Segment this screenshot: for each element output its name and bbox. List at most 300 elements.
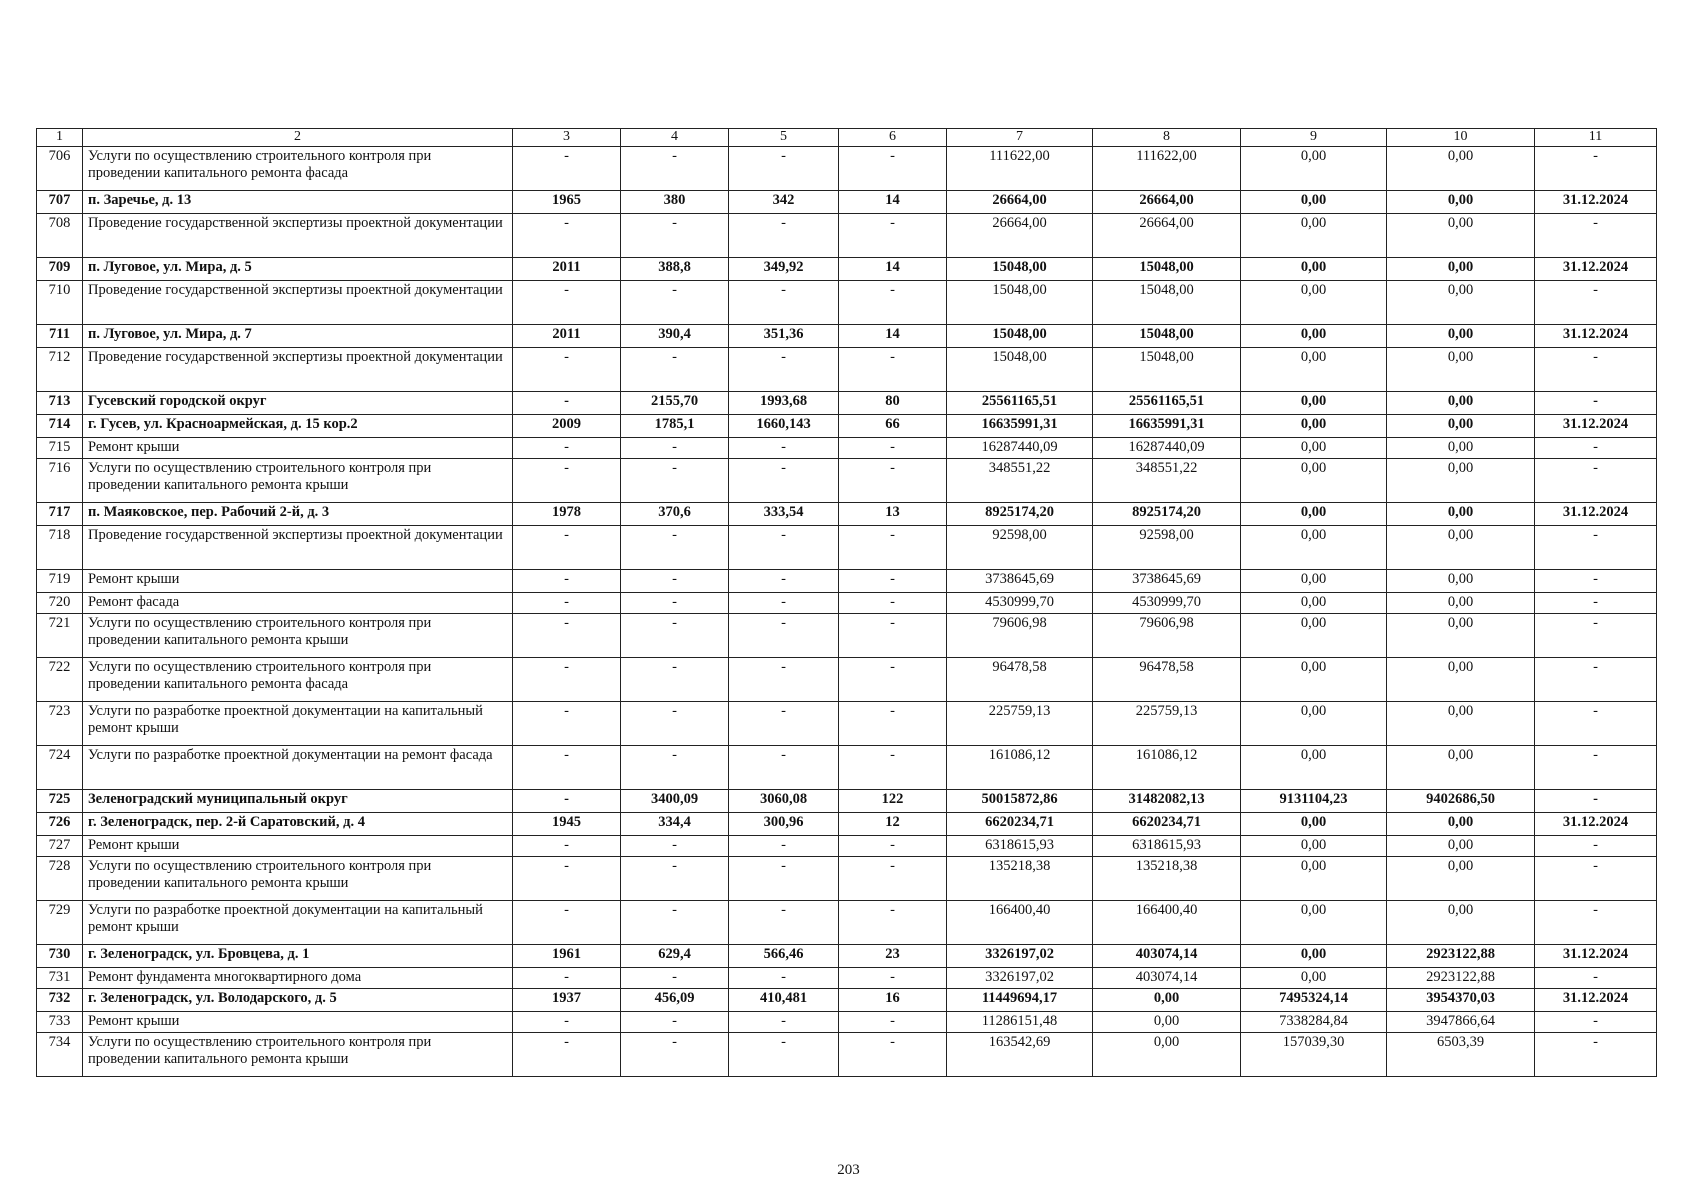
cost-fund-cell: 16287440,09 [1093,437,1241,458]
year-cell: 2011 [513,257,621,280]
cost-budget-cell: 7495324,14 [1241,988,1387,1011]
cost-owners-cell: 0,00 [1387,812,1535,835]
residents-cell: 66 [839,414,947,437]
table-row [37,657,1657,701]
column-header: 4 [621,129,729,147]
row-number: 720 [37,592,83,613]
deadline-cell: - [1535,146,1657,190]
residents-cell: - [839,613,947,657]
residents-cell: 80 [839,391,947,414]
deadline-cell: - [1535,569,1657,592]
area-living-cell: - [729,900,839,944]
cost-budget-cell: 0,00 [1241,146,1387,190]
table-row [37,812,1657,835]
cost-fund-cell: 0,00 [1093,1032,1241,1076]
area-total-cell: 390,4 [621,324,729,347]
area-total-cell: - [621,347,729,391]
cost-owners-cell: 2923122,88 [1387,944,1535,967]
deadline-cell: - [1535,458,1657,502]
page-number: 203 [837,1162,860,1178]
cost-budget-cell: 0,00 [1241,657,1387,701]
cost-fund-cell: 96478,58 [1093,657,1241,701]
deadline-cell: - [1535,745,1657,789]
deadline-cell: - [1535,900,1657,944]
cost-budget-cell: 0,00 [1241,437,1387,458]
row-description: п. Заречье, д. 13 [83,190,513,213]
deadline-cell: - [1535,967,1657,988]
deadline-cell: - [1535,347,1657,391]
residents-cell: - [839,458,947,502]
cost-fund-cell: 403074,14 [1093,967,1241,988]
area-total-cell: - [621,280,729,324]
residents-cell: - [839,213,947,257]
area-living-cell: - [729,347,839,391]
cost-owners-cell: 9402686,50 [1387,789,1535,812]
deadline-cell: - [1535,280,1657,324]
row-number: 723 [37,701,83,745]
deadline-cell: 31.12.2024 [1535,812,1657,835]
cost-fund-cell: 8925174,20 [1093,502,1241,525]
residents-cell: 23 [839,944,947,967]
cost-budget-cell: 0,00 [1241,569,1387,592]
row-number: 733 [37,1011,83,1032]
year-cell: - [513,569,621,592]
table-row [37,257,1657,280]
cost-budget-cell: 0,00 [1241,458,1387,502]
year-cell: - [513,835,621,856]
area-total-cell: - [621,745,729,789]
year-cell: - [513,213,621,257]
column-header: 10 [1387,129,1535,147]
cost-total-cell: 15048,00 [947,324,1093,347]
cost-owners-cell: 0,00 [1387,391,1535,414]
row-number: 725 [37,789,83,812]
table-row [37,525,1657,569]
year-cell: - [513,967,621,988]
cost-fund-cell: 26664,00 [1093,190,1241,213]
area-total-cell: - [621,437,729,458]
residents-cell: - [839,1032,947,1076]
cost-total-cell: 16287440,09 [947,437,1093,458]
cost-budget-cell: 0,00 [1241,812,1387,835]
cost-fund-cell: 225759,13 [1093,701,1241,745]
residents-cell: - [839,745,947,789]
cost-owners-cell: 0,00 [1387,613,1535,657]
cost-budget-cell: 9131104,23 [1241,789,1387,812]
cost-fund-cell: 16635991,31 [1093,414,1241,437]
row-description: Ремонт фасада [83,592,513,613]
cost-total-cell: 111622,00 [947,146,1093,190]
row-number: 712 [37,347,83,391]
cost-budget-cell: 0,00 [1241,856,1387,900]
year-cell: 1965 [513,190,621,213]
column-header: 11 [1535,129,1657,147]
area-total-cell: - [621,213,729,257]
residents-cell: - [839,967,947,988]
year-cell: - [513,347,621,391]
area-total-cell: - [621,525,729,569]
cost-budget-cell: 0,00 [1241,613,1387,657]
cost-fund-cell: 348551,22 [1093,458,1241,502]
row-number: 713 [37,391,83,414]
deadline-cell: 31.12.2024 [1535,988,1657,1011]
cost-budget-cell: 0,00 [1241,701,1387,745]
residents-cell: 14 [839,257,947,280]
cost-total-cell: 8925174,20 [947,502,1093,525]
deadline-cell: 31.12.2024 [1535,190,1657,213]
area-living-cell: 410,481 [729,988,839,1011]
deadline-cell: 31.12.2024 [1535,257,1657,280]
cost-budget-cell: 0,00 [1241,525,1387,569]
cost-fund-cell: 0,00 [1093,988,1241,1011]
cost-fund-cell: 166400,40 [1093,900,1241,944]
column-header: 2 [83,129,513,147]
area-total-cell: 456,09 [621,988,729,1011]
table-row [37,146,1657,190]
table-row [37,701,1657,745]
cost-fund-cell: 92598,00 [1093,525,1241,569]
cost-total-cell: 163542,69 [947,1032,1093,1076]
cost-total-cell: 348551,22 [947,458,1093,502]
row-number: 728 [37,856,83,900]
cost-owners-cell: 0,00 [1387,213,1535,257]
cost-owners-cell: 0,00 [1387,502,1535,525]
deadline-cell: - [1535,525,1657,569]
table-row [37,900,1657,944]
year-cell: - [513,592,621,613]
year-cell: - [513,900,621,944]
cost-owners-cell: 3954370,03 [1387,988,1535,1011]
cost-fund-cell: 4530999,70 [1093,592,1241,613]
cost-owners-cell: 0,00 [1387,525,1535,569]
area-living-cell: 3060,08 [729,789,839,812]
table-row [37,613,1657,657]
cost-owners-cell: 0,00 [1387,900,1535,944]
area-total-cell: - [621,701,729,745]
area-living-cell: 566,46 [729,944,839,967]
year-cell: - [513,437,621,458]
table-row [37,944,1657,967]
row-number: 711 [37,324,83,347]
cost-total-cell: 92598,00 [947,525,1093,569]
table-row [37,569,1657,592]
area-total-cell: 1785,1 [621,414,729,437]
area-living-cell: - [729,280,839,324]
cost-owners-cell: 0,00 [1387,592,1535,613]
area-total-cell: 334,4 [621,812,729,835]
row-description: Услуги по осуществлению строительного контроля при проведении капитального ремонта крыши [83,613,513,657]
area-living-cell: - [729,1032,839,1076]
residents-cell: - [839,437,947,458]
row-number: 710 [37,280,83,324]
cost-owners-cell: 0,00 [1387,190,1535,213]
area-living-cell: - [729,592,839,613]
row-description: Услуги по осуществлению строительного контроля при проведении капитального ремонта фасада [83,657,513,701]
area-total-cell: - [621,569,729,592]
area-total-cell: - [621,657,729,701]
area-living-cell: 300,96 [729,812,839,835]
area-total-cell: - [621,592,729,613]
row-number: 716 [37,458,83,502]
area-total-cell: - [621,458,729,502]
cost-owners-cell: 0,00 [1387,835,1535,856]
area-living-cell: - [729,613,839,657]
cost-budget-cell: 0,00 [1241,592,1387,613]
residents-cell: - [839,1011,947,1032]
row-description: Ремонт крыши [83,437,513,458]
row-description: Зеленоградский муниципальный округ [83,789,513,812]
year-cell: - [513,789,621,812]
residents-cell: - [839,835,947,856]
row-description: г. Зеленоградск, ул. Бровцева, д. 1 [83,944,513,967]
area-living-cell: - [729,835,839,856]
row-description: Проведение государственной экспертизы проектной документации [83,347,513,391]
table-row [37,458,1657,502]
year-cell: - [513,613,621,657]
area-living-cell: - [729,525,839,569]
cost-owners-cell: 0,00 [1387,414,1535,437]
area-living-cell: - [729,458,839,502]
residents-cell: - [839,657,947,701]
row-description: Услуги по осуществлению строительного контроля при проведении капитального ремонта фасада [83,146,513,190]
area-living-cell: 1993,68 [729,391,839,414]
row-description: Услуги по разработке проектной документации на капитальный ремонт крыши [83,900,513,944]
deadline-cell: - [1535,213,1657,257]
row-description: п. Луговое, ул. Мира, д. 7 [83,324,513,347]
row-number: 727 [37,835,83,856]
table-row [37,414,1657,437]
row-number: 732 [37,988,83,1011]
cost-total-cell: 4530999,70 [947,592,1093,613]
cost-owners-cell: 0,00 [1387,280,1535,324]
table-row [37,745,1657,789]
cost-owners-cell: 0,00 [1387,569,1535,592]
row-number: 708 [37,213,83,257]
area-living-cell: 1660,143 [729,414,839,437]
row-description: Проведение государственной экспертизы проектной документации [83,213,513,257]
table-row [37,835,1657,856]
table-row [37,391,1657,414]
column-number-header-row [37,129,1657,147]
year-cell: - [513,146,621,190]
cost-fund-cell: 26664,00 [1093,213,1241,257]
deadline-cell: - [1535,835,1657,856]
row-description: г. Зеленоградск, ул. Володарского, д. 5 [83,988,513,1011]
table-row [37,280,1657,324]
residents-cell: - [839,569,947,592]
cost-fund-cell: 111622,00 [1093,146,1241,190]
deadline-cell: - [1535,789,1657,812]
row-number: 714 [37,414,83,437]
row-number: 715 [37,437,83,458]
cost-fund-cell: 15048,00 [1093,347,1241,391]
cost-fund-cell: 15048,00 [1093,280,1241,324]
cost-total-cell: 3326197,02 [947,944,1093,967]
column-header: 7 [947,129,1093,147]
residents-cell: 13 [839,502,947,525]
year-cell: - [513,458,621,502]
area-total-cell: 629,4 [621,944,729,967]
residents-cell: 12 [839,812,947,835]
document-table [36,128,1657,1077]
deadline-cell: 31.12.2024 [1535,324,1657,347]
cost-total-cell: 15048,00 [947,347,1093,391]
deadline-cell: - [1535,856,1657,900]
cost-budget-cell: 0,00 [1241,257,1387,280]
table-row [37,437,1657,458]
column-header: 3 [513,129,621,147]
deadline-cell: - [1535,1011,1657,1032]
year-cell: 1961 [513,944,621,967]
area-living-cell: - [729,213,839,257]
cost-total-cell: 25561165,51 [947,391,1093,414]
row-description: Услуги по осуществлению строительного контроля при проведении капитального ремонта крыши [83,458,513,502]
cost-budget-cell: 0,00 [1241,414,1387,437]
residents-cell: 122 [839,789,947,812]
cost-budget-cell: 0,00 [1241,967,1387,988]
area-living-cell: - [729,437,839,458]
cost-fund-cell: 3738645,69 [1093,569,1241,592]
row-number: 717 [37,502,83,525]
row-number: 709 [37,257,83,280]
table-row [37,988,1657,1011]
area-living-cell: - [729,745,839,789]
year-cell: - [513,391,621,414]
area-total-cell: 3400,09 [621,789,729,812]
cost-budget-cell: 0,00 [1241,944,1387,967]
cost-fund-cell: 31482082,13 [1093,789,1241,812]
residents-cell: 16 [839,988,947,1011]
area-total-cell: - [621,967,729,988]
cost-fund-cell: 25561165,51 [1093,391,1241,414]
cost-owners-cell: 0,00 [1387,856,1535,900]
cost-budget-cell: 0,00 [1241,280,1387,324]
cost-budget-cell: 0,00 [1241,502,1387,525]
cost-budget-cell: 0,00 [1241,745,1387,789]
row-description: Ремонт крыши [83,835,513,856]
column-header: 9 [1241,129,1387,147]
cost-owners-cell: 0,00 [1387,701,1535,745]
deadline-cell: - [1535,391,1657,414]
area-total-cell: 370,6 [621,502,729,525]
cost-fund-cell: 79606,98 [1093,613,1241,657]
row-number: 719 [37,569,83,592]
cost-total-cell: 11286151,48 [947,1011,1093,1032]
area-total-cell: - [621,146,729,190]
cost-budget-cell: 157039,30 [1241,1032,1387,1076]
deadline-cell: 31.12.2024 [1535,502,1657,525]
cost-total-cell: 50015872,86 [947,789,1093,812]
row-description: Ремонт крыши [83,1011,513,1032]
cost-budget-cell: 0,00 [1241,190,1387,213]
cost-total-cell: 135218,38 [947,856,1093,900]
cost-total-cell: 6620234,71 [947,812,1093,835]
table-row [37,856,1657,900]
year-cell: - [513,525,621,569]
year-cell: 1978 [513,502,621,525]
year-cell: - [513,280,621,324]
cost-fund-cell: 15048,00 [1093,324,1241,347]
row-number: 707 [37,190,83,213]
deadline-cell: 31.12.2024 [1535,414,1657,437]
area-living-cell: 342 [729,190,839,213]
cost-budget-cell: 0,00 [1241,835,1387,856]
cost-owners-cell: 0,00 [1387,745,1535,789]
column-header: 5 [729,129,839,147]
row-number: 718 [37,525,83,569]
cost-total-cell: 11449694,17 [947,988,1093,1011]
cost-fund-cell: 403074,14 [1093,944,1241,967]
year-cell: - [513,701,621,745]
row-number: 706 [37,146,83,190]
residents-cell: - [839,280,947,324]
area-total-cell: - [621,900,729,944]
deadline-cell: - [1535,592,1657,613]
area-living-cell: - [729,146,839,190]
cost-owners-cell: 0,00 [1387,458,1535,502]
column-header: 6 [839,129,947,147]
table-row [37,789,1657,812]
cost-owners-cell: 0,00 [1387,437,1535,458]
year-cell: 2011 [513,324,621,347]
row-description: Проведение государственной экспертизы проектной документации [83,525,513,569]
cost-budget-cell: 0,00 [1241,391,1387,414]
cost-total-cell: 26664,00 [947,190,1093,213]
row-description: Проведение государственной экспертизы проектной документации [83,280,513,324]
deadline-cell: - [1535,437,1657,458]
row-description: Ремонт крыши [83,569,513,592]
row-description: Услуги по осуществлению строительного контроля при проведении капитального ремонта крыши [83,856,513,900]
cost-total-cell: 26664,00 [947,213,1093,257]
cost-owners-cell: 2923122,88 [1387,967,1535,988]
row-number: 730 [37,944,83,967]
row-description: п. Маяковское, пер. Рабочий 2-й, д. 3 [83,502,513,525]
table-row [37,213,1657,257]
year-cell: - [513,1032,621,1076]
deadline-cell: 31.12.2024 [1535,944,1657,967]
residents-cell: - [839,525,947,569]
cost-owners-cell: 6503,39 [1387,1032,1535,1076]
table-row [37,502,1657,525]
year-cell: - [513,856,621,900]
cost-fund-cell: 135218,38 [1093,856,1241,900]
row-number: 726 [37,812,83,835]
area-living-cell: - [729,569,839,592]
cost-owners-cell: 0,00 [1387,347,1535,391]
area-living-cell: - [729,967,839,988]
cost-budget-cell: 0,00 [1241,213,1387,257]
cost-fund-cell: 0,00 [1093,1011,1241,1032]
area-living-cell: - [729,1011,839,1032]
area-total-cell: 380 [621,190,729,213]
area-total-cell: - [621,856,729,900]
column-header: 1 [37,129,83,147]
residents-cell: - [839,347,947,391]
area-total-cell: 2155,70 [621,391,729,414]
cost-budget-cell: 0,00 [1241,347,1387,391]
table-row [37,1032,1657,1076]
area-living-cell: - [729,856,839,900]
area-living-cell: - [729,657,839,701]
residents-cell: - [839,900,947,944]
row-description: Услуги по осуществлению строительного контроля при проведении капитального ремонта крыши [83,1032,513,1076]
row-number: 724 [37,745,83,789]
area-living-cell: - [729,701,839,745]
table-row [37,967,1657,988]
cost-fund-cell: 15048,00 [1093,257,1241,280]
row-number: 729 [37,900,83,944]
area-total-cell: - [621,1011,729,1032]
